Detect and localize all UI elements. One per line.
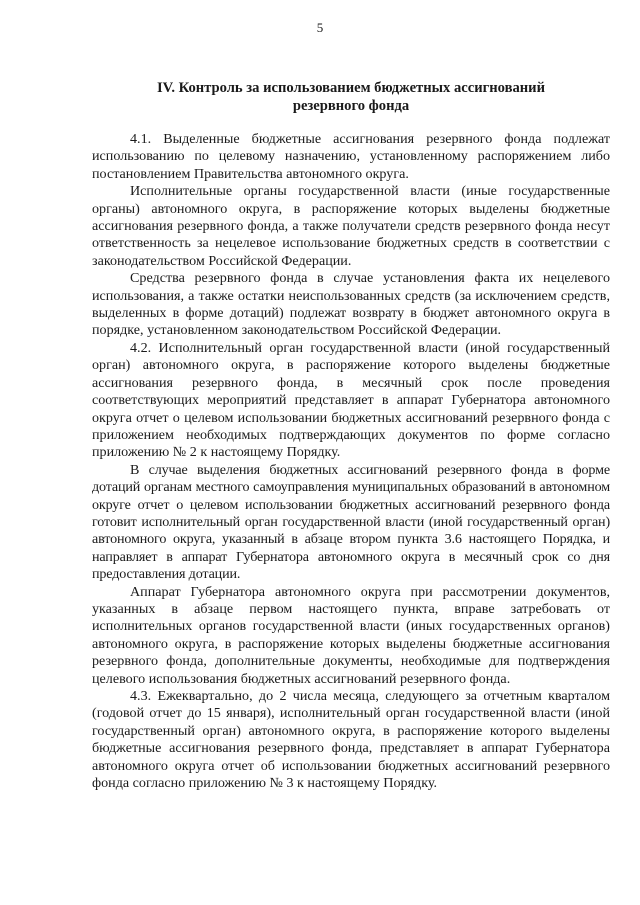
section-heading bbox=[92, 79, 610, 115]
paragraph-4-2: 4.2. Исполнительный орган государственной власти (иной государственный орган) автономного округа, в распоряжение которого выделены бюджетные ассигнования резервного фонда, в месячный срок после проведения соответствующих мероприятий представляет в аппарат Губернатора автономного округа отчет о целевом использовании бюджетных ассигнований резервного фонда с приложением необходимых подтверждающих документов по форме согласно приложению № 2 к настоящему Порядку. bbox=[92, 339, 610, 461]
paragraph-4-3: 4.3. Ежеквартально, до 2 числа месяца, следующего за отчетным кварталом (годовой отчет до 15 января), исполнительный орган государственной власти (иной государственный орган) автономного округа, в распоряжение которого выделены бюджетные ассигнования резервного фонда, представляет в аппарат Губернатора автономного округа отчет об использовании бюджетных ассигнований резервного фонда согласно приложению № 3 к настоящему Порядку. bbox=[92, 688, 610, 792]
section-title-line-1: IV. Контроль за использованием бюджетных ассигнований bbox=[156, 80, 545, 96]
paragraph-subsidies-report: В случае выделения бюджетных ассигнований резервного фонда в форме дотаций органам местного самоуправления муниципальных образований в автономном округе отчет о целевом использовании бюджетных ассигнований резервного фонда готовит исполнительный орган государственной власти (иной государственный орган) автономного округа, указанный в абзаце втором пункта 3.6 настоящего Порядка, и направляет в аппарат Губернатора автономного округа в месячный срок со дня предоставления дотации. bbox=[92, 461, 610, 583]
paragraph-4-1: 4.1. Выделенные бюджетные ассигнования резервного фонда подлежат использованию по целевому назначению, установленному распоряжением либо постановлением Правительства автономного округа. bbox=[92, 131, 610, 182]
page-number: 5 bbox=[316, 20, 324, 35]
document-body bbox=[92, 131, 610, 792]
section-title-line-2: резервного фонда bbox=[292, 98, 410, 114]
paragraph-responsibility: Исполнительные органы государственной власти (иные государственные органы) автономного округа, в распоряжение которых выделены бюджетные ассигнования резервного фонда, а также получатели средств резервного фонда несут ответственность за нецелевое использование бюджетных средств в соответствии с законодательством Российской Федерации. bbox=[92, 183, 610, 269]
paragraph-refund: Средства резервного фонда в случае установления факта их нецелевого использования, а также остатки неиспользованных средств (за исключением средств, выделенных в форме дотаций) подлежат возврату в бюджет автономного округа в порядке, установленном законодательством Российской Федерации. bbox=[92, 270, 610, 339]
paragraph-additional-documents: Аппарат Губернатора автономного округа при рассмотрении документов, указанных в абзаце первом настоящего пункта, вправе затребовать от исполнительных органов государственной власти (иных государственных органов) автономного округа, в распоряжение которых выделены бюджетные ассигнования резервного фонда, дополнительные документы, необходимые для подтверждения целевого использования бюджетных ассигнований резервного фонда. bbox=[92, 583, 610, 687]
